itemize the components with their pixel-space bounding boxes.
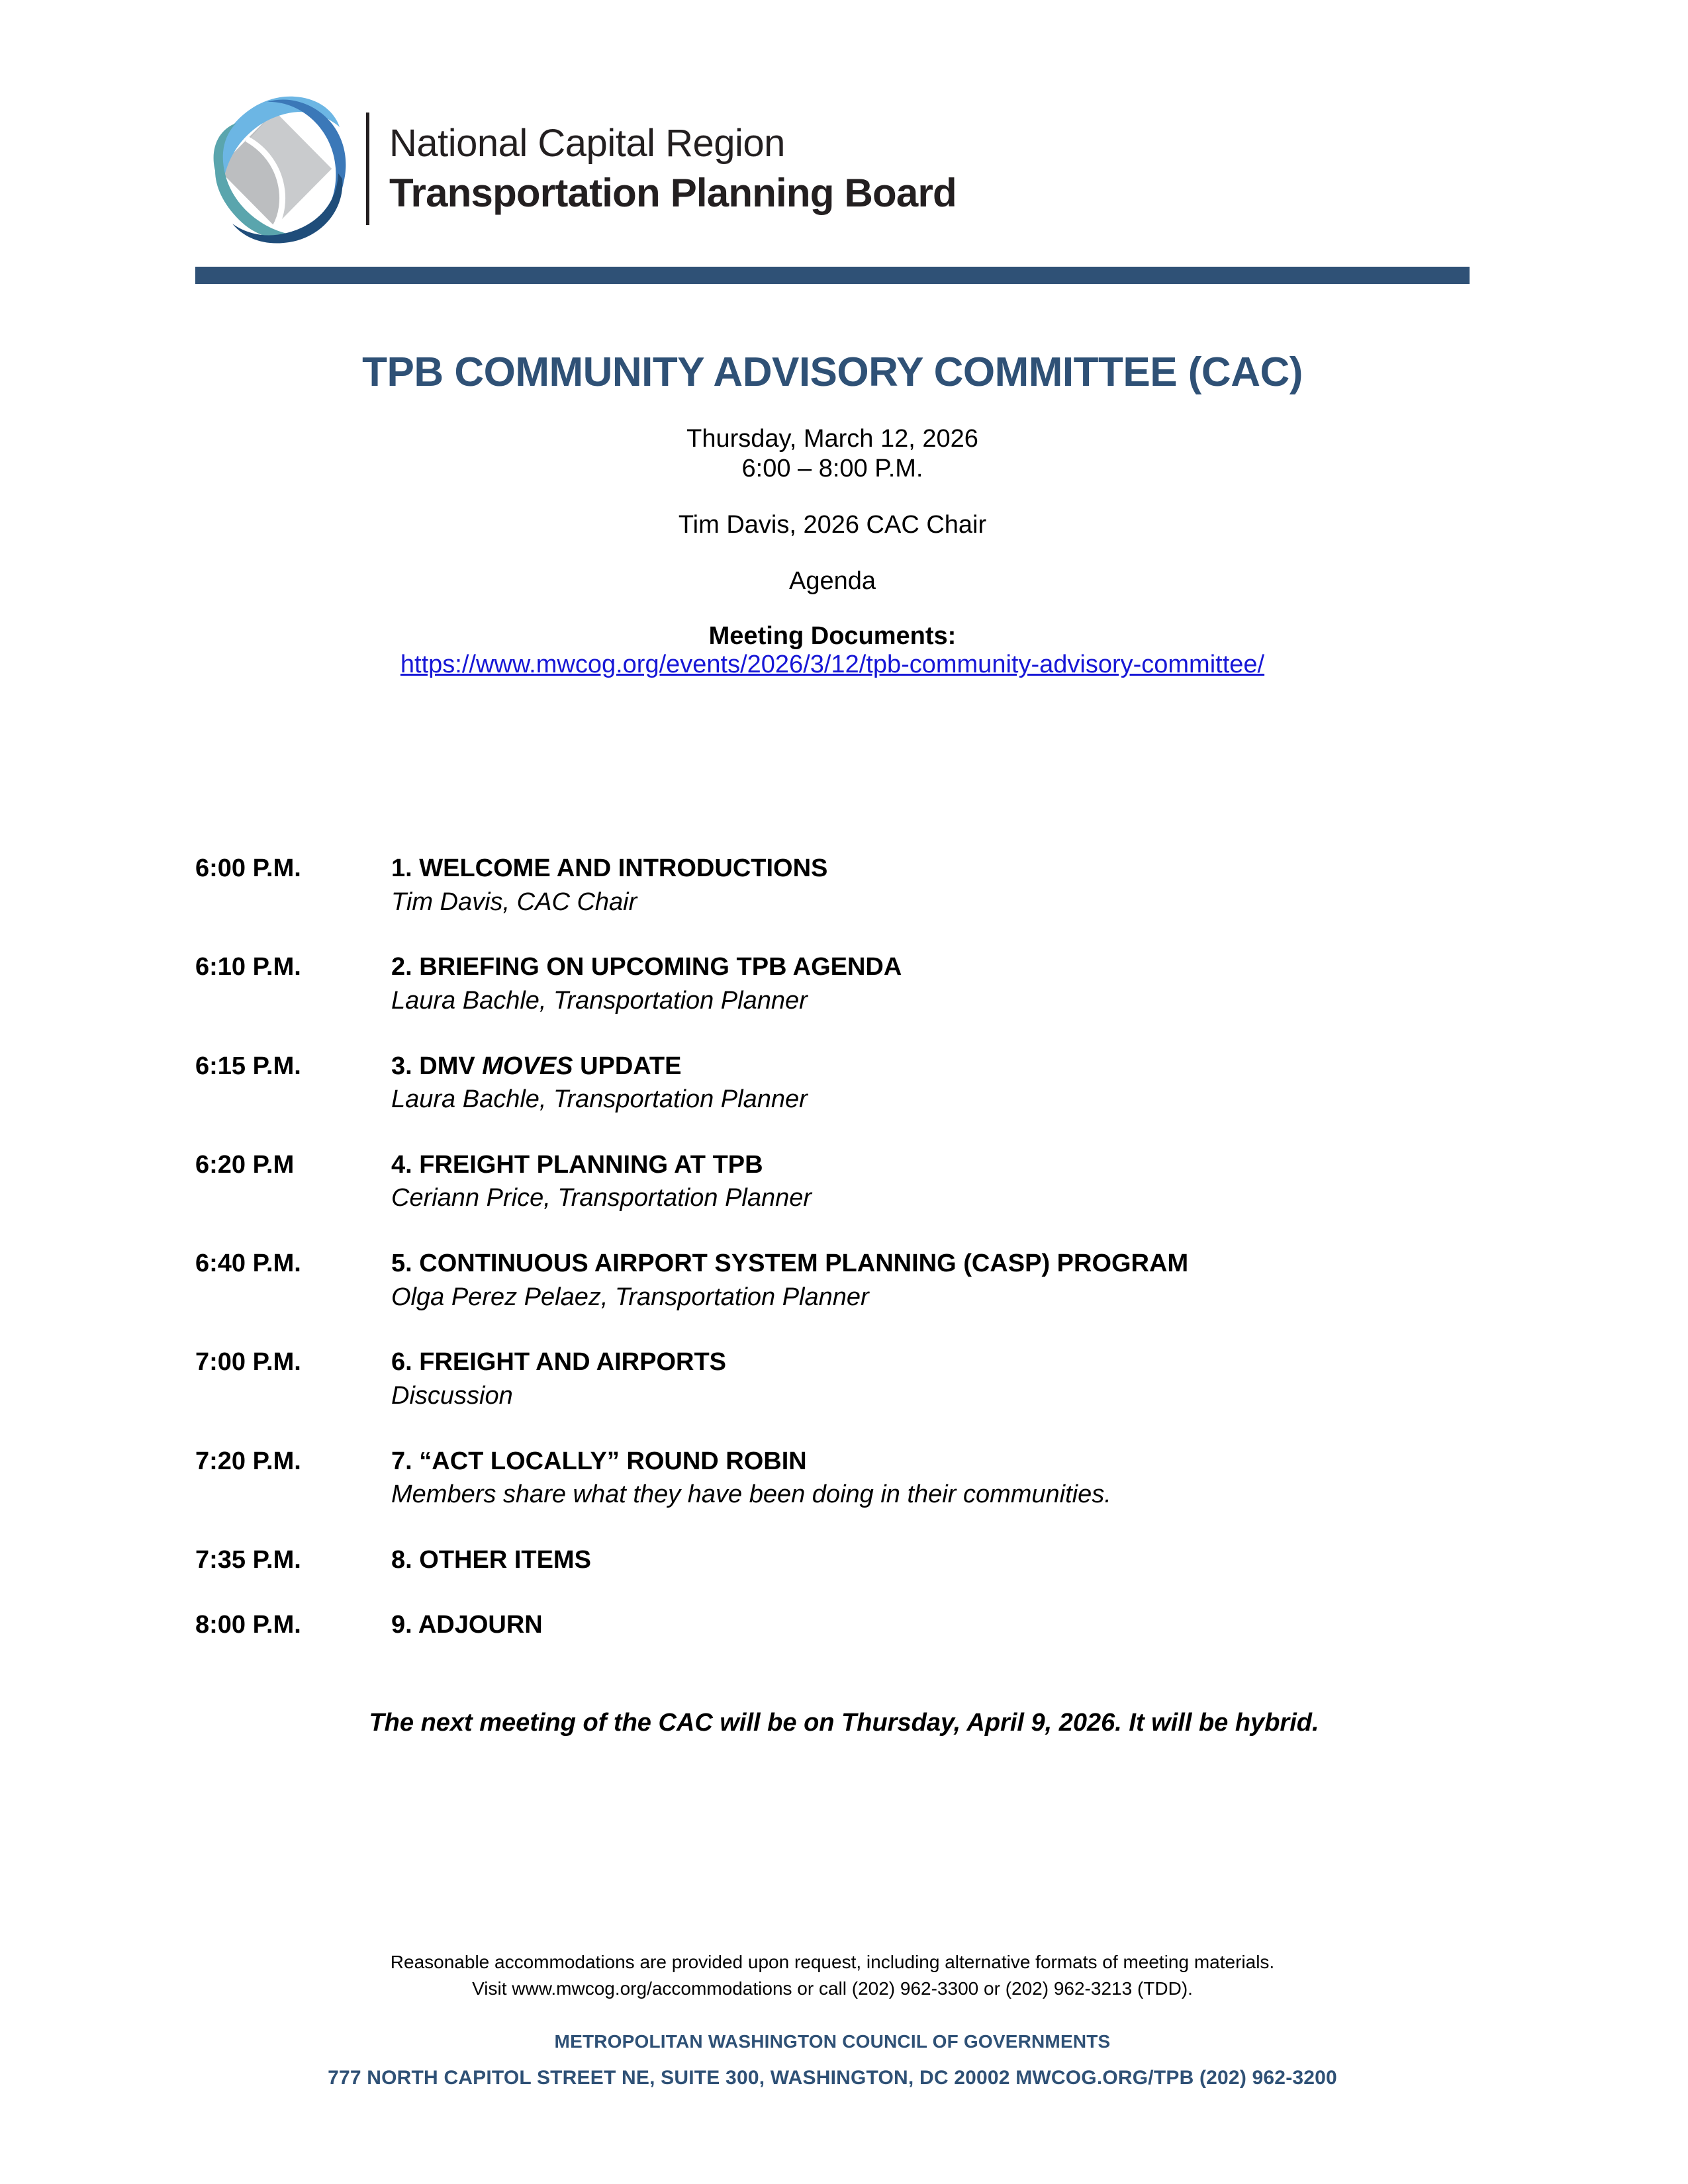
agenda-item-title <box>391 951 1493 983</box>
agenda-item-title <box>391 1050 1493 1083</box>
document-header <box>195 86 957 251</box>
agenda-item-number: 6. <box>391 1348 412 1377</box>
logo-line-national-capital-region: National Capital Region <box>389 122 785 165</box>
logo-wordmark <box>389 124 957 213</box>
meeting-date: Thursday, March 12, 2026 <box>686 425 978 453</box>
agenda-item-time: 6:00 P.M. <box>195 854 301 882</box>
agenda-item-title <box>391 1445 1493 1478</box>
next-meeting-note: The next meeting of the CAC will be on Thursday, April 9, 2026. It will be hybrid. <box>369 1709 1319 1737</box>
agenda-item-title-text-tail: UPDATE <box>573 1052 682 1080</box>
agenda-item-number: 3. <box>391 1052 412 1080</box>
agenda-item-time: 7:35 P.M. <box>195 1545 301 1574</box>
agenda-item-number: 9. <box>391 1611 412 1639</box>
agenda-item-title <box>391 852 1493 885</box>
agenda-item-presenter: Ceriann Price, Transportation Planner <box>391 1184 812 1212</box>
meeting-chair: Tim Davis, 2026 CAC Chair <box>678 510 987 539</box>
agenda-row <box>195 1609 1493 1641</box>
agenda-list <box>195 852 1493 1641</box>
document-footer <box>195 1949 1470 2089</box>
agenda-item-body <box>391 1248 1493 1313</box>
agenda-item-presenter: Tim Davis, CAC Chair <box>391 887 637 916</box>
agenda-item-title-text: ADJOURN <box>412 1611 543 1639</box>
agenda-item-time: 8:00 P.M. <box>195 1611 301 1639</box>
agenda-item-body <box>391 1609 1493 1641</box>
agenda-row <box>195 1248 1493 1313</box>
agenda-item-time: 6:40 P.M. <box>195 1250 301 1277</box>
agenda-item-title <box>391 1346 1493 1379</box>
agenda-row <box>195 1149 1493 1214</box>
agenda-item-body <box>391 1346 1493 1412</box>
logo-vertical-divider <box>366 113 369 225</box>
agenda-row <box>195 1050 1493 1116</box>
agenda-row <box>195 951 1493 1017</box>
agenda-row <box>195 852 1493 918</box>
agenda-item-presenter: Olga Perez Pelaez, Transportation Planner <box>391 1283 869 1311</box>
agenda-item-time: 6:20 P.M <box>195 1150 295 1179</box>
tpb-diamond-swoosh-logo-icon <box>195 86 354 251</box>
footer-organization: METROPOLITAN WASHINGTON COUNCIL OF GOVERNMENTS <box>554 2030 1111 2052</box>
agenda-row <box>195 1445 1493 1511</box>
agenda-item-title <box>391 1609 1493 1641</box>
agenda-item-presenter: Members share what they have been doing in their communities. <box>391 1480 1111 1509</box>
agenda-item-presenter: Discussion <box>391 1381 513 1410</box>
title-block <box>195 351 1470 679</box>
agenda-item-number: 1. <box>391 854 412 882</box>
agenda-item-title-text: FREIGHT AND AIRPORTS <box>412 1348 726 1377</box>
agenda-item-title <box>391 1248 1493 1280</box>
agenda-item-presenter: Laura Bachle, Transportation Planner <box>391 1085 808 1114</box>
header-divider-bar <box>195 267 1470 284</box>
agenda-item-number: 8. <box>391 1545 412 1574</box>
agenda-item-time: 7:00 P.M. <box>195 1348 301 1377</box>
agenda-item-time: 6:10 P.M. <box>195 953 301 981</box>
agenda-item-body <box>391 1149 1493 1214</box>
agenda-item-number: 5. <box>391 1250 412 1277</box>
agenda-item-body <box>391 852 1493 918</box>
meeting-documents-label: Meeting Documents: <box>708 622 957 651</box>
agenda-item-number: 4. <box>391 1150 412 1179</box>
agenda-item-number: 7. <box>391 1447 412 1475</box>
page-title: TPB COMMUNITY ADVISORY COMMITTEE (CAC) <box>362 349 1303 395</box>
agenda-item-title-text: CONTINUOUS AIRPORT SYSTEM PLANNING (CASP) PROGRAM <box>412 1250 1189 1277</box>
agenda-item-presenter: Laura Bachle, Transportation Planner <box>391 986 808 1015</box>
agenda-item-title-text: FREIGHT PLANNING AT TPB <box>412 1150 763 1179</box>
agenda-item-title <box>391 1149 1493 1181</box>
agenda-item-title-text: WELCOME AND INTRODUCTIONS <box>412 854 828 882</box>
meeting-time: 6:00 – 8:00 P.M. <box>741 454 923 482</box>
accommodations-line-2: Visit www.mwcog.org/accommodations or call (202) 962-3300 or (202) 962-3213 (TDD). <box>472 1978 1193 1999</box>
agenda-item-body <box>391 1050 1493 1116</box>
logo-line-transportation-planning-board: Transportation Planning Board <box>389 171 957 215</box>
agenda-item-body <box>391 1544 1493 1576</box>
agenda-item-title-emphasis: MOVES <box>482 1052 573 1080</box>
meeting-documents-link[interactable]: https://www.mwcog.org/events/2026/3/12/tpb-community-advisory-committee/ <box>400 651 1265 679</box>
agenda-item-title-text: “ACT LOCALLY” ROUND ROBIN <box>412 1447 807 1475</box>
accommodations-line-1: Reasonable accommodations are provided upon request, including alternative formats of meeting materials. <box>390 1952 1275 1972</box>
agenda-item-time: 6:15 P.M. <box>195 1052 301 1080</box>
agenda-item-title <box>391 1544 1493 1576</box>
agenda-item-title-text: DMV <box>412 1052 483 1080</box>
document-type: Agenda <box>788 567 876 595</box>
footer-address: 777 NORTH CAPITOL STREET NE, SUITE 300, WASHINGTON, DC 20002 MWCOG.ORG/TPB (202) 962-3200 <box>328 2066 1337 2089</box>
agenda-item-title-text: OTHER ITEMS <box>412 1545 591 1574</box>
agenda-item-time: 7:20 P.M. <box>195 1447 301 1475</box>
agenda-row <box>195 1544 1493 1576</box>
agenda-item-number: 2. <box>391 953 412 981</box>
agenda-item-title-text: BRIEFING ON UPCOMING TPB AGENDA <box>412 953 902 981</box>
agenda-row <box>195 1346 1493 1412</box>
agenda-item-body <box>391 951 1493 1017</box>
agenda-item-body <box>391 1445 1493 1511</box>
